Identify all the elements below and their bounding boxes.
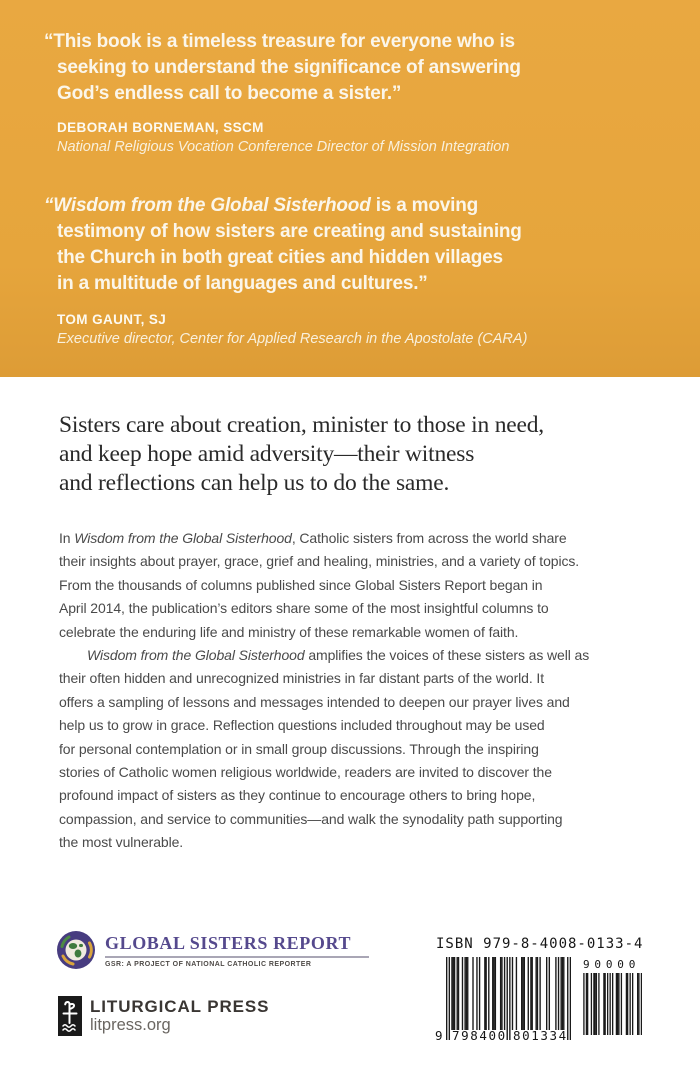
barcode-supplement [582, 973, 642, 1035]
body-line: profound impact of sisters as they continue to encourage others to bring hope, [59, 787, 536, 804]
quote-line: testimony of how sisters are creating and sustaining [57, 221, 522, 242]
synopsis-section [0, 377, 700, 855]
gsr-logo [56, 930, 369, 970]
litpress-url: litpress.org [90, 1016, 171, 1034]
gsr-tagline: GSR: A PROJECT OF NATIONAL CATHOLIC REPORTER [105, 961, 312, 968]
quote-line: “Wisdom from the Global Sisterhood is a moving [44, 195, 479, 216]
isbn-label: ISBN 979-8-4008-0133-4 [436, 936, 644, 952]
body-line: April 2014, the publication’s editors share some of the most insightful columns to [59, 600, 549, 617]
endorsements-section [0, 0, 700, 377]
body-line: celebrate the enduring life and ministry of these remarkable women of faith. [59, 623, 519, 640]
headline [59, 411, 670, 498]
body-line: the most vulnerable. [59, 834, 184, 851]
gsr-globe-icon [56, 930, 96, 970]
body-line: help us to grow in grace. Reflection questions included throughout may be used [59, 717, 545, 734]
body-line: stories of Catholic women religious worldwide, readers are invited to discover the [59, 764, 552, 781]
book-title-italic: “Wisdom from the Global Sisterhood [44, 195, 371, 216]
barcode-supplement-digits: 90000 [583, 958, 641, 971]
quote-line: seeking to understand the significance of answering [57, 57, 521, 78]
synopsis-body [59, 527, 670, 855]
book-title-italic: Wisdom from the Global Sisterhood [74, 530, 292, 546]
body-line: In Wisdom from the Global Sisterhood, Catholic sisters from across the world share [59, 530, 567, 546]
litpress-logo [58, 996, 269, 1036]
headline-line: and reflections can help us to do the same. [59, 470, 450, 496]
barcode-digits: 798400 [452, 1028, 507, 1043]
headline-line: Sisters care about creation, minister to those in need, [59, 412, 544, 438]
quote-author: TOM GAUNT, SJ [57, 312, 167, 327]
quote-attribution [57, 119, 664, 157]
barcode-digits: 801334 [513, 1028, 568, 1043]
quote-line: in a multitude of languages and cultures.” [57, 273, 428, 294]
body-line: for personal contemplation or in small group discussions. Through the inspiring [59, 740, 539, 757]
barcode-digits: 9 [435, 1028, 443, 1043]
quote-line: the Church in both great cities and hidden villages [57, 247, 503, 268]
quote-author-role: National Religious Vocation Conference Director of Mission Integration [57, 139, 510, 155]
body-line: compassion, and service to communities—and walk the synodality path supporting [59, 810, 563, 827]
body-line: offers a sampling of lessons and messages intended to deepen our prayer lives and [59, 693, 570, 710]
gsr-underline [105, 956, 369, 958]
litpress-text-block [90, 996, 269, 1034]
body-line: From the thousands of columns published since Global Sisters Report began in [59, 576, 543, 593]
litpress-wordmark: LITURGICAL PRESS [90, 997, 270, 1016]
body-line: Wisdom from the Global Sisterhood amplifies the voices of these sisters as well as [87, 647, 590, 664]
endorsement-quote-1 [44, 29, 664, 107]
quote-attribution [57, 311, 664, 349]
gsr-text-block [105, 930, 369, 968]
book-title-italic: Wisdom from the Global Sisterhood [87, 647, 305, 664]
endorsement-quote-2 [44, 193, 664, 297]
quote-author-role: Executive director, Center for Applied Research in the Apostolate (CARA) [57, 331, 528, 347]
quote-author: DEBORAH BORNEMAN, SSCM [57, 120, 264, 135]
body-line: their insights about prayer, grace, grief and healing, ministries, and a variety of topics. [59, 553, 580, 570]
quote-line: God’s endless call to become a sister.” [57, 83, 402, 104]
gsr-wordmark: GLOBAL SISTERS REPORT [105, 933, 352, 953]
quote-line: “This book is a timeless treasure for everyone who is [44, 31, 515, 52]
headline-line: and keep hope amid adversity—their witness [59, 441, 475, 467]
litpress-mark-icon [58, 996, 82, 1036]
body-line: their often hidden and unrecognized ministries in far distant parts of the world. It [59, 670, 544, 687]
